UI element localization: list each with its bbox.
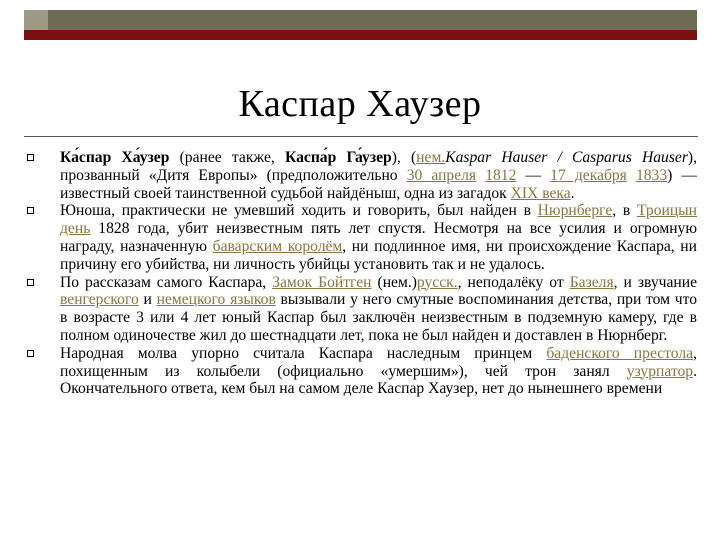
link-bavarian-king[interactable]: баварским королём [212,237,343,255]
link-castle-beuggen[interactable]: Замок Бойтген [272,273,372,291]
top-bar-olive-segment [48,10,697,30]
top-decor-bar [24,10,697,30]
link-xix-century[interactable]: XIX века [510,184,571,202]
link-17-december[interactable]: 17 декабря [550,166,627,184]
square-bullet-icon [27,207,34,214]
square-bullet-icon [27,279,34,286]
link-1833[interactable]: 1833 [635,166,668,184]
top-bar-gray-segment [24,10,48,30]
link-troitsyn[interactable]: Троицын [636,202,698,220]
link-russk[interactable]: русск. [416,273,458,291]
bullet-list [24,149,697,398]
latin-name: Kaspar Hauser / Casparus Hauser [445,149,688,166]
title-divider [24,136,698,137]
square-bullet-icon [27,154,34,161]
top-bar-red-stripe [24,30,697,40]
link-hungarian[interactable]: венгерского [60,291,139,309]
bullet-item-2: Юноша, практически не умевший ходить и говорить, был найден в Нюрнберге, в Троицын день 1828 года, убит неизвестным пять лет спустя. Несмотря на все усилия и огромную награду, назначенную баварским королём, ни подлинное имя, ни происхождение Каспара, ни причину его убийства, ни личность убийцы установить так и не удалось. [24,202,697,273]
bullet-item-1: Ка́спар Ха́узер (ранее также, Каспа́р Га́узер), (нем.Kaspar Hauser / Casparus Hauser), прозванный «Дитя Европы» (предположительно 30 апреля 1812 — 17 декабря 1833) — известный своей таинственной судьбой найдёныш, одна из загадок XIX века. [24,149,697,202]
square-bullet-icon [27,350,34,357]
link-den[interactable]: день [60,220,91,238]
link-usurper[interactable]: узурпатор [626,362,694,380]
bullet-item-3: По рассказам самого Каспара, Замок Бойтген (нем.)русск., неподалёку от Базеля, и звучание венгерского и немецкого языков вызывали у него смутные воспоминания детства, при том что в возрасте 3 или 4 лет юный Каспар был заключён неизвестным в подземную камеру, где в полном одиночестве жил до шестнадцати лет, пока не был найден и доставлен в Нюрнберг. [24,274,697,345]
link-30-april[interactable]: 30 апреля [406,166,477,184]
bullet-item-4: Народная молва упорно считала Каспара наследным принцем баденского престола, похищенным из колыбели (официально «умершим»), чей трон занял узурпатор. Окончательного ответа, кем был на самом деле Каспар Хаузер, нет до нынешнего времени [24,345,697,398]
link-nurnberg[interactable]: Нюрнберге [537,202,613,220]
link-nem[interactable]: нем. [416,149,446,166]
name-kaspar-gauzer: Каспа́р Га́узер [285,149,392,166]
link-german-languages[interactable]: немецкого языков [156,291,276,309]
link-basel[interactable]: Базеля [569,273,614,291]
name-kaspar-hauser: Ка́спар Ха́узер [60,149,170,166]
slide-title: Каспар Хаузер [238,83,482,125]
link-1812[interactable]: 1812 [485,166,517,184]
link-baden-throne[interactable]: баденского престола [546,344,694,362]
